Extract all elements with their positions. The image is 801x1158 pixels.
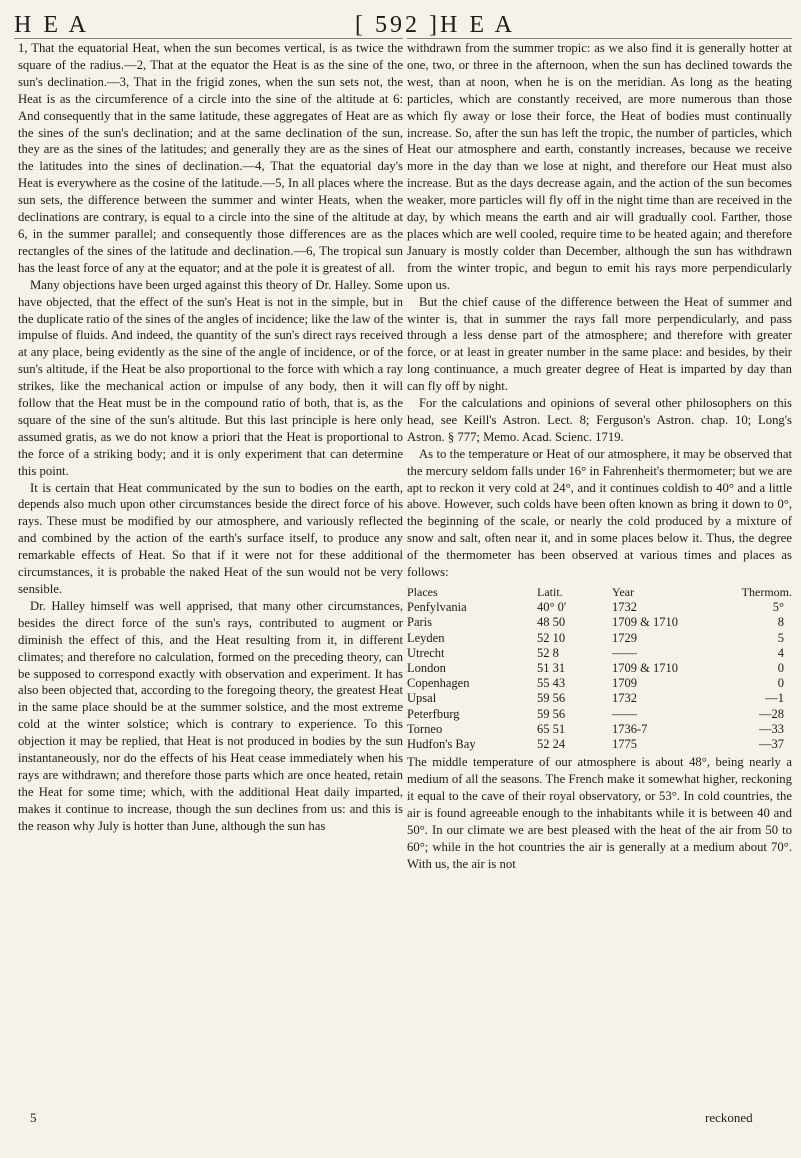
table-cell: Paris	[407, 615, 432, 630]
table-cell: ——	[612, 706, 637, 721]
paragraph: As to the temperature or Heat of our atmosphere, it may be observed that the mercury seldom falls under 16° in Fahrenheit's thermometer; but we are apt to reckon it very cold at 24°, and it continues coldish to 40° and a little above. However, such colds have been often known as bring it down to 0°, the beginning of the scale, or nearly the cold produced by a mixture of snow and salt, often near it, and in some places below it. Thus, the degree of the thermometer has been observed at various times and places as follows:	[407, 446, 792, 580]
table-cell: Hudfon's Bay	[407, 737, 476, 752]
table-cell: 0	[777, 676, 784, 691]
table-cell: 48 50	[537, 615, 566, 630]
table-cell: Leyden	[407, 630, 445, 645]
table-cell: 1732	[612, 600, 637, 615]
table-cell: 4	[777, 645, 784, 660]
page-number: [ 592 ]	[355, 12, 440, 38]
table-cell: —1	[765, 691, 784, 706]
table-row	[407, 631, 792, 646]
table-cell: 1729	[612, 630, 637, 645]
table-cell: 1775	[612, 737, 637, 752]
table-row	[407, 707, 792, 722]
table-header-row	[407, 585, 792, 600]
table-cell: London	[407, 661, 446, 676]
table-cell: 1709 & 1710	[612, 615, 678, 630]
column-header: Latit.	[537, 585, 563, 599]
table-cell: Copenhagen	[407, 676, 470, 691]
paragraph: It is certain that Heat communicated by the sun to bodies on the earth, depends also much upon other circumstances beside the direct force of his rays. These must be modified by our atmosphere, and variously reflected and combined by the action of the earth's surface itself, to produce any remarkable effects of Heat. So that if it were not for these additional circumstances, it is probable the naked Heat of the sun would not be very sensible.	[18, 480, 403, 596]
table-row	[407, 661, 792, 676]
table-cell: 59 56	[537, 706, 566, 721]
paragraph: 1, That the equatorial Heat, when the sun becomes vertical, is as twice the square of the radius.—2, That at the equator the Heat is as the sine of the sun's declination.—3, That in the frigid zones, when the sun sets not, the Heat is as the circumference of a circle into the sine of the altitude at 6: And consequently that in the same latitude, these aggregates of Heat are as the sines of the sun's declination; and at the same declination of the sun, they are as the sines of the latitudes; and generally they are as the sines of the latitudes into the sines of declination.—4, That the equatorial day's Heat is everywhere as the cosine of the latitude.—5, In all places where the sun sets, the difference between the summer and winter Heats, when the declinations are contrary, is equal to a circle into the sine of the altitude at 6, in the summer parallel; and consequently those differences are as the rectangles of the sines of the latitude and declination.—6, The tropical sun has the least force of any at the equator; and at the pole it is greatest of all.	[18, 41, 403, 275]
table-cell: 0	[777, 661, 784, 676]
paragraph: For the calculations and opinions of several other philosophers on this head, see Keill's Astron. Lect. 8; Ferguson's Astron. chap. 10; Long's Astron. § 777; Memo. Acad. Scienc. 1719.	[407, 396, 792, 444]
table-row	[407, 615, 792, 630]
table-cell: Utrecht	[407, 645, 445, 660]
table-body	[407, 600, 792, 752]
table-cell: Peterfburg	[407, 706, 460, 721]
paragraph: But the chief cause of the difference between the Heat of summer and winter is, that in summer the rays fall more perpendicularly, and pass through a less dense part of the atmosphere; and therefore with greater force, or at least in greater number in the same place: and besides, by their long continuance, a much greater degree of Heat is imparted by day than can fly off by night.	[407, 294, 792, 394]
table-cell: 52 8	[537, 645, 559, 660]
table-cell: 65 51	[537, 721, 566, 736]
table-cell: 5°	[772, 600, 784, 615]
column-header: Year	[612, 585, 635, 599]
signature-mark: 5	[30, 1110, 37, 1125]
table-cell: 5	[777, 630, 784, 645]
column-header: Thermom.	[741, 585, 792, 599]
table-cell: 52 24	[537, 737, 566, 752]
table-cell: 1732	[612, 691, 637, 706]
table-cell: 59 56	[537, 691, 566, 706]
catchword: reckoned	[705, 1110, 753, 1125]
left-column	[18, 40, 403, 835]
table-row	[407, 646, 792, 661]
table-row	[407, 676, 792, 691]
table-cell: 1709	[612, 676, 637, 691]
paragraph: Dr. Halley himself was well apprised, that many other circumstances, besides the direct force of the sun's rays, contributed to augment or diminish the effect of this, and the Heat resulting from it, in different climates; and therefore no calculation, formed on the preceding theory, can be supposed to correspond exactly with observation and experiment. It has also been objected that, according to the foregoing theory, the greatest Heat in the same place should be at the summer solstice, and the most extreme cold at the winter solstice; which is contrary to experience. To this objection it may be replied, that Heat is not produced in bodies by the sun instantaneously, nor do the effects of his Heat cease immediately when his rays are withdrawn; and therefore those parts which are once heated, retain the Heat for some time; which, with the additional Heat daily imparted, makes it continue to increase, though the sun declines from us: and this is the reason why July is hotter than June, although the sun has	[18, 598, 403, 833]
table-row	[407, 600, 792, 615]
table-cell: 51 31	[537, 661, 566, 676]
table-cell: —33	[759, 721, 784, 736]
column-header: Places	[407, 585, 438, 599]
header-rule-left	[14, 38, 403, 39]
table-cell: 40° 0'	[537, 600, 567, 615]
table-cell: Penfylvania	[407, 600, 467, 615]
paragraph: The middle temperature of our atmosphere is about 48°, being nearly a medium of all the seasons. The French make it somewhat higher, reckoning it equal to the cave of their royal observatory, or 53°. In cold countries, the air is found agreeable enough to the inhabitants while it is between 40 and 50°. In our climate we are best pleased with the heat of the air from 50 to 60°; while in the hot countries the air is generally at a medium about 70°. With us, the air is not	[407, 755, 792, 871]
table-row	[407, 722, 792, 737]
table-cell: ——	[612, 645, 637, 660]
table-row	[407, 737, 792, 752]
table-cell: 55 43	[537, 676, 566, 691]
header-right-word: H E A	[440, 12, 515, 38]
table-cell: —37	[759, 737, 784, 752]
table-cell: Upsal	[407, 691, 437, 706]
right-column	[407, 40, 792, 873]
table-cell: Torneo	[407, 721, 443, 736]
thermometer-table	[407, 585, 792, 752]
paragraph: Many objections have been urged against this theory of Dr. Halley. Some have objected, that the effect of the sun's Heat is not in the simple, but in the duplicate ratio of the sines of the angles of incidence; like the law of the impulse of fluids. And indeed, the quantity of the sun's direct rays received at any place, being evidently as the sine of the angle of incidence, or of the sun's altitude, if the Heat be also proportional to the force with which a ray strikes, like the mechanical action or impulse of any body, then it will follow that the Heat must be in the compound ratio of both, that is, as the square of the sine of the sun's altitude. But this last principle is here only assumed gratis, as we do not know a priori that the Heat is proportional to the force of a striking body; and it is only experiment that can determine this point.	[18, 277, 403, 478]
table-cell: 1709 & 1710	[612, 661, 678, 676]
table-cell: 1736-7	[612, 721, 648, 736]
paragraph: withdrawn from the summer tropic: as we also find it is generally hotter at one, two, or three in the afternoon, when the sun has declined towards the west, than at noon, when he is on the meridian. As long as the heating particles, which are constantly received, are more numerous than those which fly away or lose their force, the Heat of bodies must continually increase. So, after the sun has left the tropic, the number of particles, which Heat our atmosphere and earth, constantly increases, because we receive more in the day than we lose at night, and therefore our Heat must also increase. But as the days decrease again, and the action of the sun becomes weaker, more particles will fly off in the night time than are received in the day, by which means the earth and air will gradually cool. Farther, those places which are well cooled, require time to be heated again; and therefore January is mostly colder than December, although the sun has withdrawn from the winter tropic, and begun to emit his rays more perpendicularly upon us.	[407, 41, 792, 292]
header-rule-right	[407, 38, 792, 39]
table-row	[407, 691, 792, 706]
table-cell: 52 10	[537, 630, 566, 645]
table-cell: —28	[759, 706, 784, 721]
running-header	[0, 6, 801, 38]
header-left-word: H E A	[14, 12, 89, 38]
table-cell: 8	[777, 615, 784, 630]
